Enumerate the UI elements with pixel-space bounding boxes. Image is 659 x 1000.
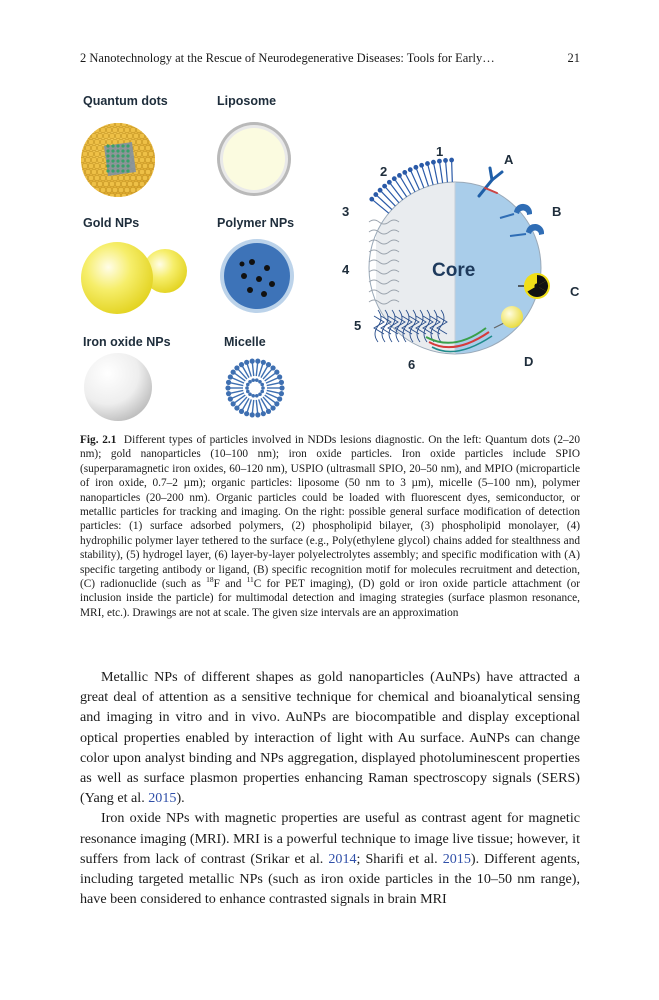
- paragraph-2-text-b: ; Sharifi et al.: [356, 850, 443, 867]
- paragraph-2: [80, 808, 580, 909]
- caption-label: Fig. 2.1: [80, 434, 117, 446]
- marker-1: 1: [436, 144, 444, 159]
- iron-oxide-np-illustration: [84, 353, 152, 421]
- caption-text-2: F and: [213, 578, 247, 591]
- paragraph-1-end: ).: [176, 790, 185, 807]
- label-quantum-dots: Quantum dots: [83, 94, 168, 108]
- marker-2: 2: [380, 164, 388, 179]
- marker-c: C: [570, 284, 580, 299]
- paragraph-2-text-a: Iron oxide NPs with magnetic properties are useful as contrast agent for magnetic resonance imaging (MRI). MRI is a powerful technique to image live tissue; however, it suffers from lack of contrast (Srikar et al.: [80, 810, 580, 867]
- micelle-illustration: [225, 359, 284, 418]
- body-text: [80, 667, 580, 909]
- caption-sup-11: 11: [246, 575, 254, 585]
- quantum-dot-illustration: [79, 121, 160, 199]
- page-number: 21: [567, 51, 580, 65]
- surface-modification-schematic: [342, 144, 580, 372]
- marker-3: 3: [342, 204, 350, 219]
- citation-yang-2015[interactable]: 2015: [148, 790, 177, 807]
- paragraph-1-text: Metallic NPs of different shapes as gold nanoparticles (AuNPs) have attracted a great deal of attention as a sensitive technique for chemical and bioanalytical sensing and imaging in vitro and in vivo. AuNPs are biocompatible and display exceptional optical properties enabled by interaction of light with Au surface. AuNPs can change color upon analyst binding and NPs aggregation, displayed photoluminescent properties as well as surface plasmon properties enhancing Raman spectroscopy signals (SERS) (Yang et al.: [80, 669, 580, 807]
- marker-6: 6: [408, 357, 416, 372]
- chapter-title: 2 Nanotechnology at the Rescue of Neurodegenerative Diseases: Tools for Early…: [80, 51, 495, 65]
- running-header: [80, 51, 580, 69]
- label-liposome: Liposome: [217, 94, 277, 108]
- core-label: Core: [432, 260, 476, 281]
- marker-d: D: [524, 354, 534, 369]
- paragraph-2-text-c: ). Different agents, including targeted metallic NPs (such as iron oxide particles in the 10–50 nm range), have been considered to enhance contrasted signals in brain MRI: [80, 850, 581, 908]
- caption-text-1: Different types of particles involved in NDDs lesions diagnostic. On the left: Quantum dots (2–20 nm); gold nanoparticles (10–100 nm); iron oxide particles. Iron oxide particles include SPIO (superparamagnetic iron oxides, 60–120 nm), USPIO (ultrasmall SPIO, 20–50 nm), and MPIO (microparticle of iron oxide, 0.7–2 µm); organic particles: liposome (50 nm to 3 µm), micelle (5–100 nm), polymer nanoparticles (20–200 nm). Organic particles could be loaded with fluorescent dyes, semiconductor, or metallic particles for tracking and imaging. On the right: possible general surface modification of detection particles: (1) surface adsorbed polymers, (2) phospholipid bilayer, (3) phospholipid monolayer, (4) hydrophilic polymer layer tethered to the surface (e.g., Poly(ethylene glycol) chains added for stealthness and stability), (5) hydrogel layer, (6) layer-by-layer polyelectrolytes assembly; and specific modification with (A) specific targeting antibody or ligand, (B) specific recognition motif for molecules recruitment and detection, (C) radionuclide (such as: [80, 434, 580, 591]
- caption-text-3: C for PET imaging), (D) gold or iron oxide particle attachment (or inclusion inside the particle) for multimodal detection and imaging strategies (surface plasmon resonance, MRI, etc.). Drawings are not at scale. The given size intervals are an approximation: [80, 578, 580, 619]
- marker-4: 4: [342, 262, 350, 277]
- figure-2-1: [74, 84, 594, 424]
- marker-b: B: [552, 204, 562, 219]
- liposome-illustration: [217, 122, 291, 196]
- citation-sharifi-2015[interactable]: 2015: [442, 850, 471, 867]
- label-polymer-nps: Polymer NPs: [217, 216, 295, 230]
- gold-nps-illustration: [81, 242, 187, 314]
- citation-srikar-2014[interactable]: 2014: [328, 850, 357, 867]
- label-micelle: Micelle: [224, 335, 266, 349]
- polymer-nps-illustration: [220, 239, 294, 313]
- marker-a: A: [504, 152, 514, 167]
- label-iron-oxide-nps: Iron oxide NPs: [83, 335, 171, 349]
- caption-sup-18: 18: [206, 575, 214, 585]
- paragraph-1: [80, 667, 580, 808]
- figure-caption: [80, 433, 580, 620]
- marker-5: 5: [354, 318, 362, 333]
- label-gold-nps: Gold NPs: [83, 216, 140, 230]
